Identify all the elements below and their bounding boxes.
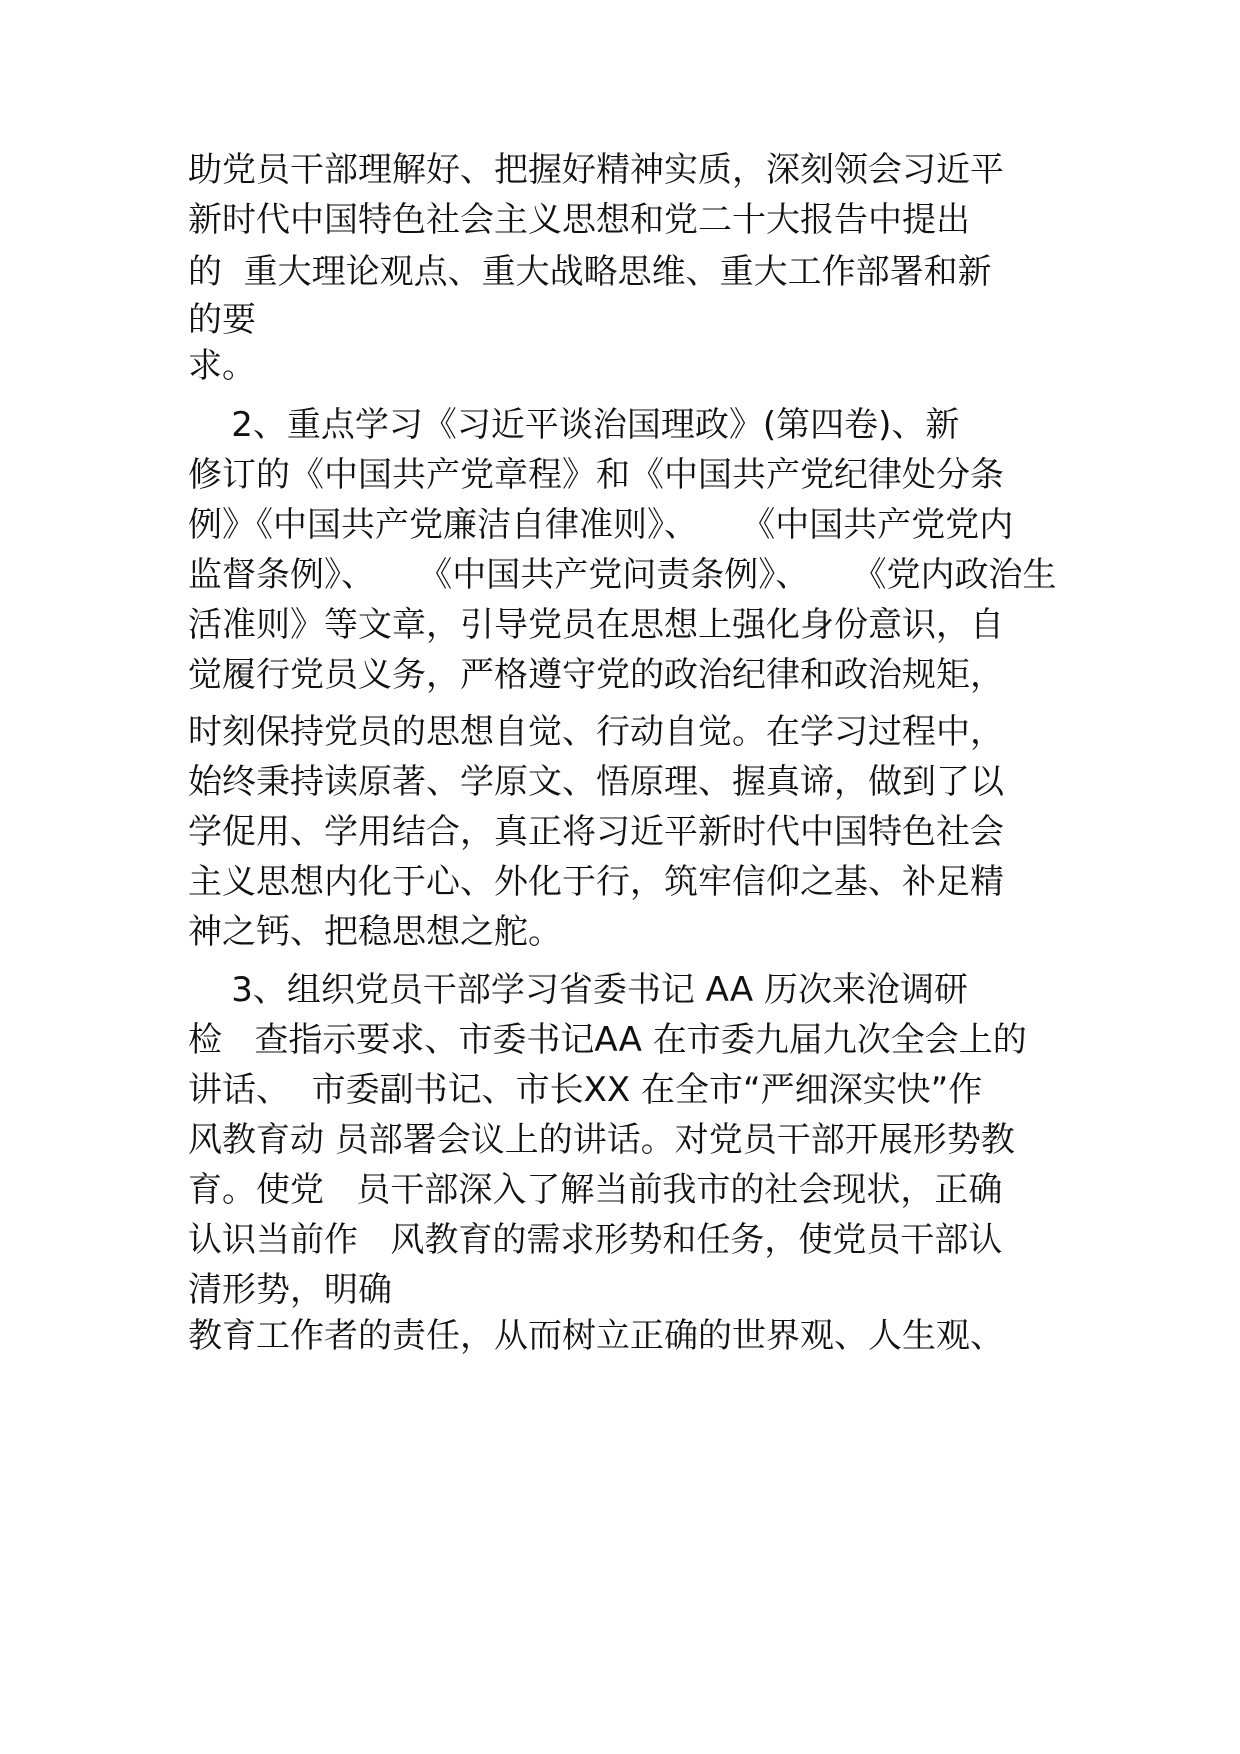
text-line: 求。 [188,346,256,386]
text-line: 风教育动 员部署会议上的讲话。对党员干部开展形势教 [188,1120,1015,1160]
text-line: 助党员干部理解好、把握好精神实质，深刻领会习近平 [188,150,1004,190]
text-line: 教育工作者的责任，从而树立正确的世界观、人生观、 [188,1316,1004,1356]
text-line: 始终秉持读原著、学原文、悟原理、握真谛，做到了以 [188,762,1004,802]
text-line: 3、组织党员干部学习省委书记 AA 历次来沧调研 [188,970,968,1010]
text-line: 清形势，明确 [188,1270,392,1310]
text-line: 时刻保持党员的思想自觉、行动自觉。在学习过程中， [188,712,1004,752]
text-line: 育。使党 员干部深入了解当前我市的社会现状，正确 [188,1170,1003,1210]
text-line: 检 查指示要求、市委书记AA 在市委九届九次全会上的 [188,1020,1027,1060]
text-line: 学促用、学用结合，真正将习近平新时代中国特色社会 [188,812,1004,852]
text-line: 例》《中国共产党廉洁自律准则》、 《中国共产党党内 [188,505,1014,545]
text-line: 2、重点学习《习近平谈治国理政》(第四卷)、新 [188,405,960,445]
text-line: 修订的《中国共产党章程》和《中国共产党纪律处分条 [188,455,1004,495]
text-line: 监督条例》、 《中国共产党问责条例》、 《党内政治生 [188,555,1057,595]
text-line: 活准则》等文章，引导党员在思想上强化身份意识，自 [188,605,1004,645]
text-line: 觉履行党员义务，严格遵守党的政治纪律和政治规矩， [188,655,1004,695]
text-line: 新时代中国特色社会主义思想和党二十大报告中提出 [188,200,970,240]
text-line: 主义思想内化于心、外化于行，筑牢信仰之基、补足精 [188,862,1004,902]
text-line: 认识当前作 风教育的需求形势和任务，使党员干部认 [188,1220,1003,1260]
text-line: 的要 [188,300,256,340]
text-line: 神之钙、把稳思想之舵。 [188,912,562,952]
text-line: 讲话、 市委副书记、市长XX 在全市“严细深实快”作 [188,1070,983,1110]
text-line: 的 重大理论观点、重大战略思维、重大工作部署和新 [188,252,992,292]
